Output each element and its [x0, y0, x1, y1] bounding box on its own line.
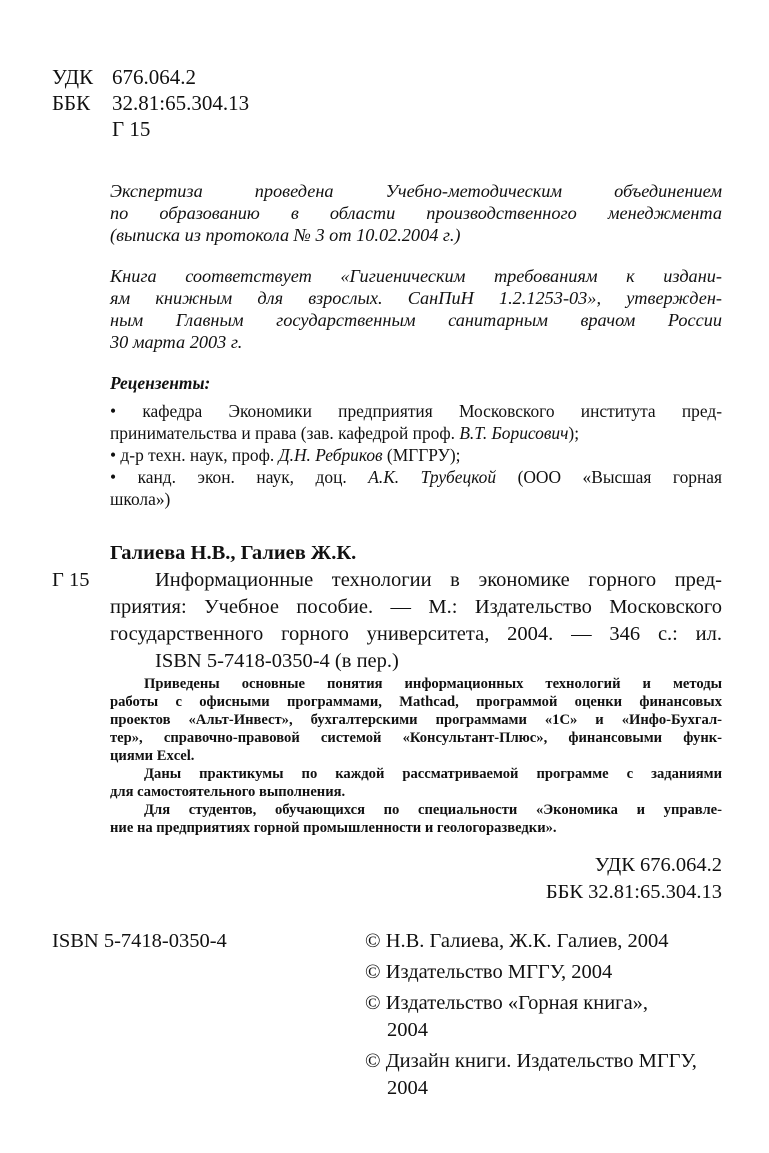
- classification-block: [52, 64, 249, 142]
- book-isbn: ISBN 5-7418-0350-4 (в пер.): [155, 650, 399, 672]
- copyright-line: © Издательство МГГУ, 2004: [365, 961, 613, 983]
- annotation-line: циями Excel.: [110, 748, 195, 764]
- reviewer-1-name: В.Т. Борисович: [459, 423, 569, 443]
- reviewer-1-line-1: • кафедра Экономики предприятия Московского института пред-: [110, 401, 722, 421]
- hygiene-line: 30 марта 2003 г.: [110, 332, 243, 352]
- classification-bottom: [452, 852, 722, 906]
- annotation-line: тер», справочно-правовой системой «Консультант-Плюс», финансовыми функ-: [110, 730, 722, 746]
- hygiene-line: Книга соответствует «Гигиеническим требованиям к издани-: [110, 266, 722, 286]
- book-authors: Галиева Н.В., Галиев Ж.К.: [110, 542, 357, 564]
- reviewer-2-tail: (МГГРУ);: [382, 445, 461, 465]
- book-title-line: Информационные технологии в экономике горного пред-: [155, 569, 722, 591]
- reviewer-1-text: принимательства и права (зав. кафедрой проф.: [110, 423, 460, 443]
- isbn-bottom: ISBN 5-7418-0350-4: [52, 930, 227, 952]
- udk-line: [52, 64, 249, 90]
- annotation-line: Приведены основные понятия информационных технологий и методы: [144, 676, 722, 692]
- udk-label: УДК: [52, 65, 94, 89]
- annotation-line: ние на предприятиях горной промышленности и геологоразведки».: [110, 820, 557, 836]
- bbk-bottom: ББК 32.81:65.304.13: [545, 881, 722, 903]
- book-title-line: государственного горного университета, 2004. — 346 с.: ил.: [110, 623, 722, 645]
- copyright-line: © Н.В. Галиева, Ж.К. Галиев, 2004: [365, 930, 669, 952]
- reviewers-heading: Рецензенты:: [110, 373, 211, 393]
- annotation-line: проектов «Альт-Инвест», бухгалтерскими программами «1С» и «Инфо-Бухгал-: [110, 712, 722, 728]
- book-mark: Г 15: [52, 569, 90, 591]
- reviewer-3-line-1: [110, 466, 722, 488]
- annotation: [110, 675, 722, 837]
- reviewers-block: [110, 372, 722, 510]
- copyright-line: © Дизайн книги. Издательство МГГУ,: [365, 1050, 697, 1072]
- reviewer-2: [110, 444, 722, 466]
- reviewer-3-tail: (ООО «Высшая горная: [496, 467, 722, 487]
- annotation-line: работы с офисными программами, Mathcad, программой оценки финансовых: [110, 694, 722, 710]
- book-title-line: приятия: Учебное пособие. — М.: Издательство Московского: [110, 596, 722, 618]
- copyright-block: [365, 928, 735, 1102]
- hygiene-note: [110, 265, 722, 353]
- reviewer-3-name: А.К. Трубецкой: [368, 467, 497, 487]
- expertise-note: [110, 180, 722, 246]
- copyright-line: © Издательство «Горная книга»,: [365, 992, 649, 1014]
- reviewer-1-line-2: [110, 422, 722, 444]
- reviewer-2-name: Д.Н. Ребриков: [278, 445, 383, 465]
- udk-bottom: УДК 676.064.2: [594, 854, 722, 876]
- hygiene-line: ям книжным для взрослых. СанПиН 1.2.1253-03», утвержден-: [110, 288, 722, 308]
- annotation-line: Для студентов, обучающихся по специальности «Экономика и управле-: [144, 802, 722, 818]
- bbk-label: ББК: [52, 91, 91, 115]
- reviewer-2-text: • д-р техн. наук, проф.: [110, 445, 279, 465]
- expertise-line: Экспертиза проведена Учебно-методическим объединением: [110, 181, 722, 201]
- author-mark: Г 15: [112, 117, 151, 141]
- expertise-line: по образованию в области производственного менеджмента: [110, 203, 722, 223]
- reviewer-1-tail: );: [568, 423, 580, 443]
- hygiene-line: ным Главным государственным санитарным врачом России: [110, 310, 722, 330]
- bbk-value: 32.81:65.304.13: [112, 91, 250, 115]
- annotation-line: Даны практикумы по каждой рассматриваемой программе с заданиями: [144, 766, 722, 782]
- reviewer-3-text: • канд. экон. наук, доц.: [110, 467, 369, 487]
- book-title: [155, 567, 722, 594]
- copyright-line: 2004: [387, 1077, 428, 1099]
- bbk-line: [52, 90, 249, 116]
- expertise-line: (выписка из протокола № 3 от 10.02.2004 г.): [110, 225, 461, 245]
- copyright-line: 2004: [387, 1019, 428, 1041]
- book-title-cont: [110, 594, 722, 675]
- udk-value: 676.064.2: [112, 65, 196, 89]
- reviewer-3-line-2: школа»): [110, 489, 171, 509]
- annotation-line: для самостоятельного выполнения.: [110, 784, 346, 800]
